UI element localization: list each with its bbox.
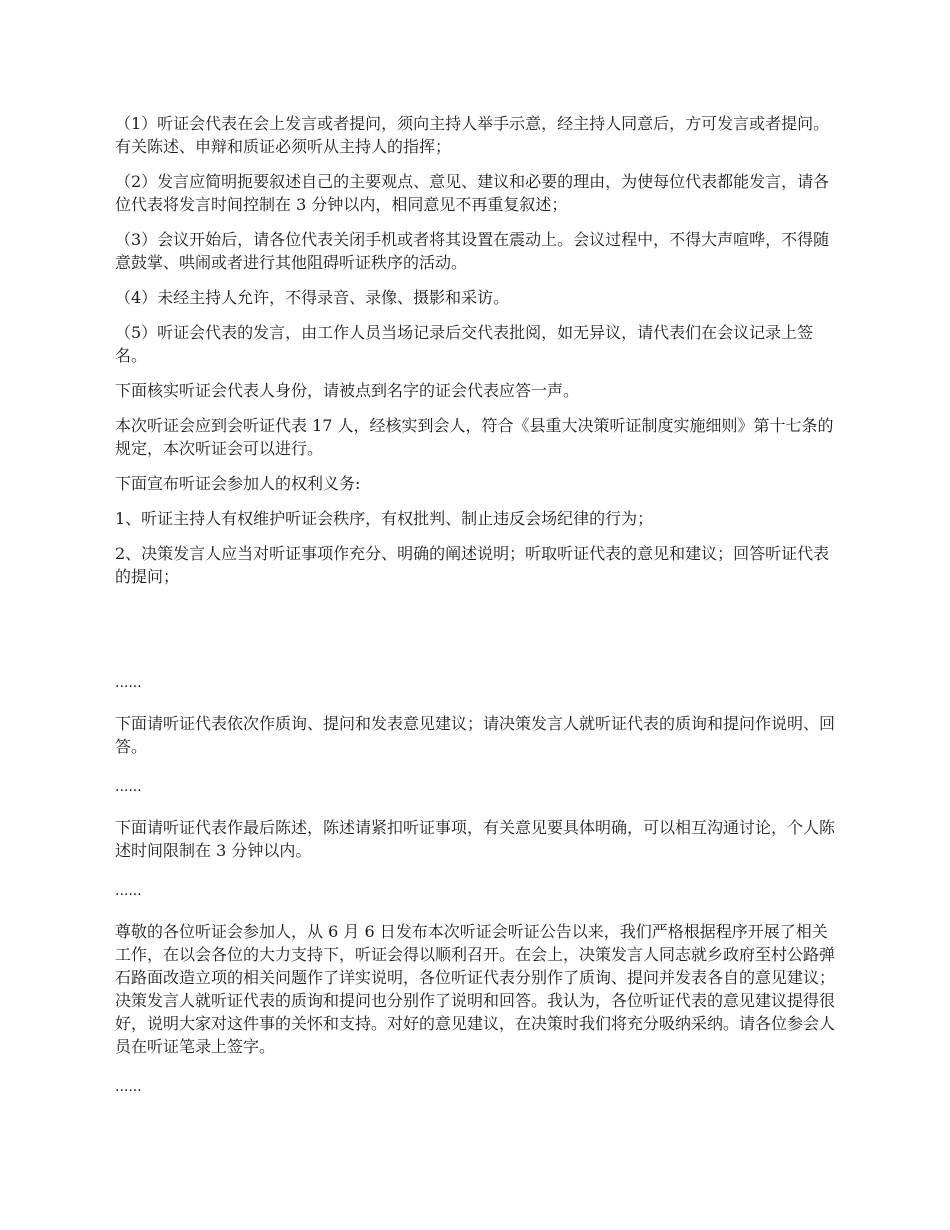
document-page: [115, 112, 843, 1116]
ellipsis-3: ......: [115, 883, 142, 899]
rule-paragraph-2: （2）发言应简明扼要叙述自己的主要观点、意见、建议和必要的理由，为使每位代表都能发言，请各位代表将发言时间控制在 3 分钟以内，相同意见不再重复叙述；: [115, 172, 830, 214]
questioning-paragraph: 下面请听证代表依次作质询、提问和发表意见建议；请决策发言人就听证代表的质询和提问作说明、回答。: [115, 714, 836, 756]
rule-paragraph-1: （1）听证会代表在会上发言或者提问，须向主持人举手示意，经主持人同意后，方可发言或者提问。有关陈述、申辩和质证必须听从主持人的指挥；: [115, 114, 830, 156]
ellipsis-4: ......: [115, 1079, 142, 1095]
rule-paragraph-3: （3）会议开始后，请各位代表关闭手机或者将其设置在震动上。会议过程中，不得大声喧哗，不得随意鼓掌、哄闹或者进行其他阻碍听证秩序的活动。: [115, 230, 830, 272]
rights-paragraph-1: 1、听证主持人有权维护听证会秩序，有权批判、制止违反会场纪律的行为；: [115, 509, 654, 528]
rule-paragraph-5: （5）听证会代表的发言，由工作人员当场记录后交代表批阅，如无异议，请代表们在会议记录上签名。: [115, 323, 814, 365]
verify-identity-paragraph: 下面核实听证会代表人身份，请被点到名字的证会代表应答一声。: [115, 381, 580, 400]
rights-intro-paragraph: 下面宣布听证会参加人的权利义务:: [115, 474, 361, 493]
blank-gap: [115, 600, 843, 672]
ellipsis-1: ......: [115, 675, 142, 691]
final-statement-paragraph: 下面请听证代表作最后陈述，陈述请紧扣听证事项，有关意见要具体明确，可以相互沟通讨论，个人陈述时间限制在 3 分钟以内。: [115, 818, 836, 860]
attendance-paragraph: 本次听证会应到会听证代表 17 人，经核实到会人，符合《县重大决策听证制度实施细则》第十七条的规定，本次听证会可以进行。: [115, 416, 834, 458]
rights-paragraph-2: 2、决策发言人应当对听证事项作充分、明确的阐述说明；听取听证代表的意见和建议；回答听证代表的提问；: [115, 544, 830, 586]
closing-paragraph: 尊敬的各位听证会参加人，从 6 月 6 日发布本次听证会听证公告以来，我们严格根据程序开展了相关工作，在以会各位的大力支持下，听证会得以顺利召开。在会上，决策发言人同志就乡政府至村公路弹石路面改造立项的相关问题作了详实说明，各位听证代表分别作了质询、提问并发表各自的意见建议；决策发言人就听证代表的质询和提问也分别作了说明和回答。我认为，各位听证代表的意见建议提得很好，说明大家对这件事的关怀和支持。对好的意见建议，在决策时我们将充分吸纳采纳。请各位参会人员在听证笔录上签字。: [115, 922, 836, 1056]
rule-paragraph-4: （4）未经主持人允许，不得录音、录像、摄影和采访。: [115, 288, 510, 307]
ellipsis-2: ......: [115, 779, 142, 795]
